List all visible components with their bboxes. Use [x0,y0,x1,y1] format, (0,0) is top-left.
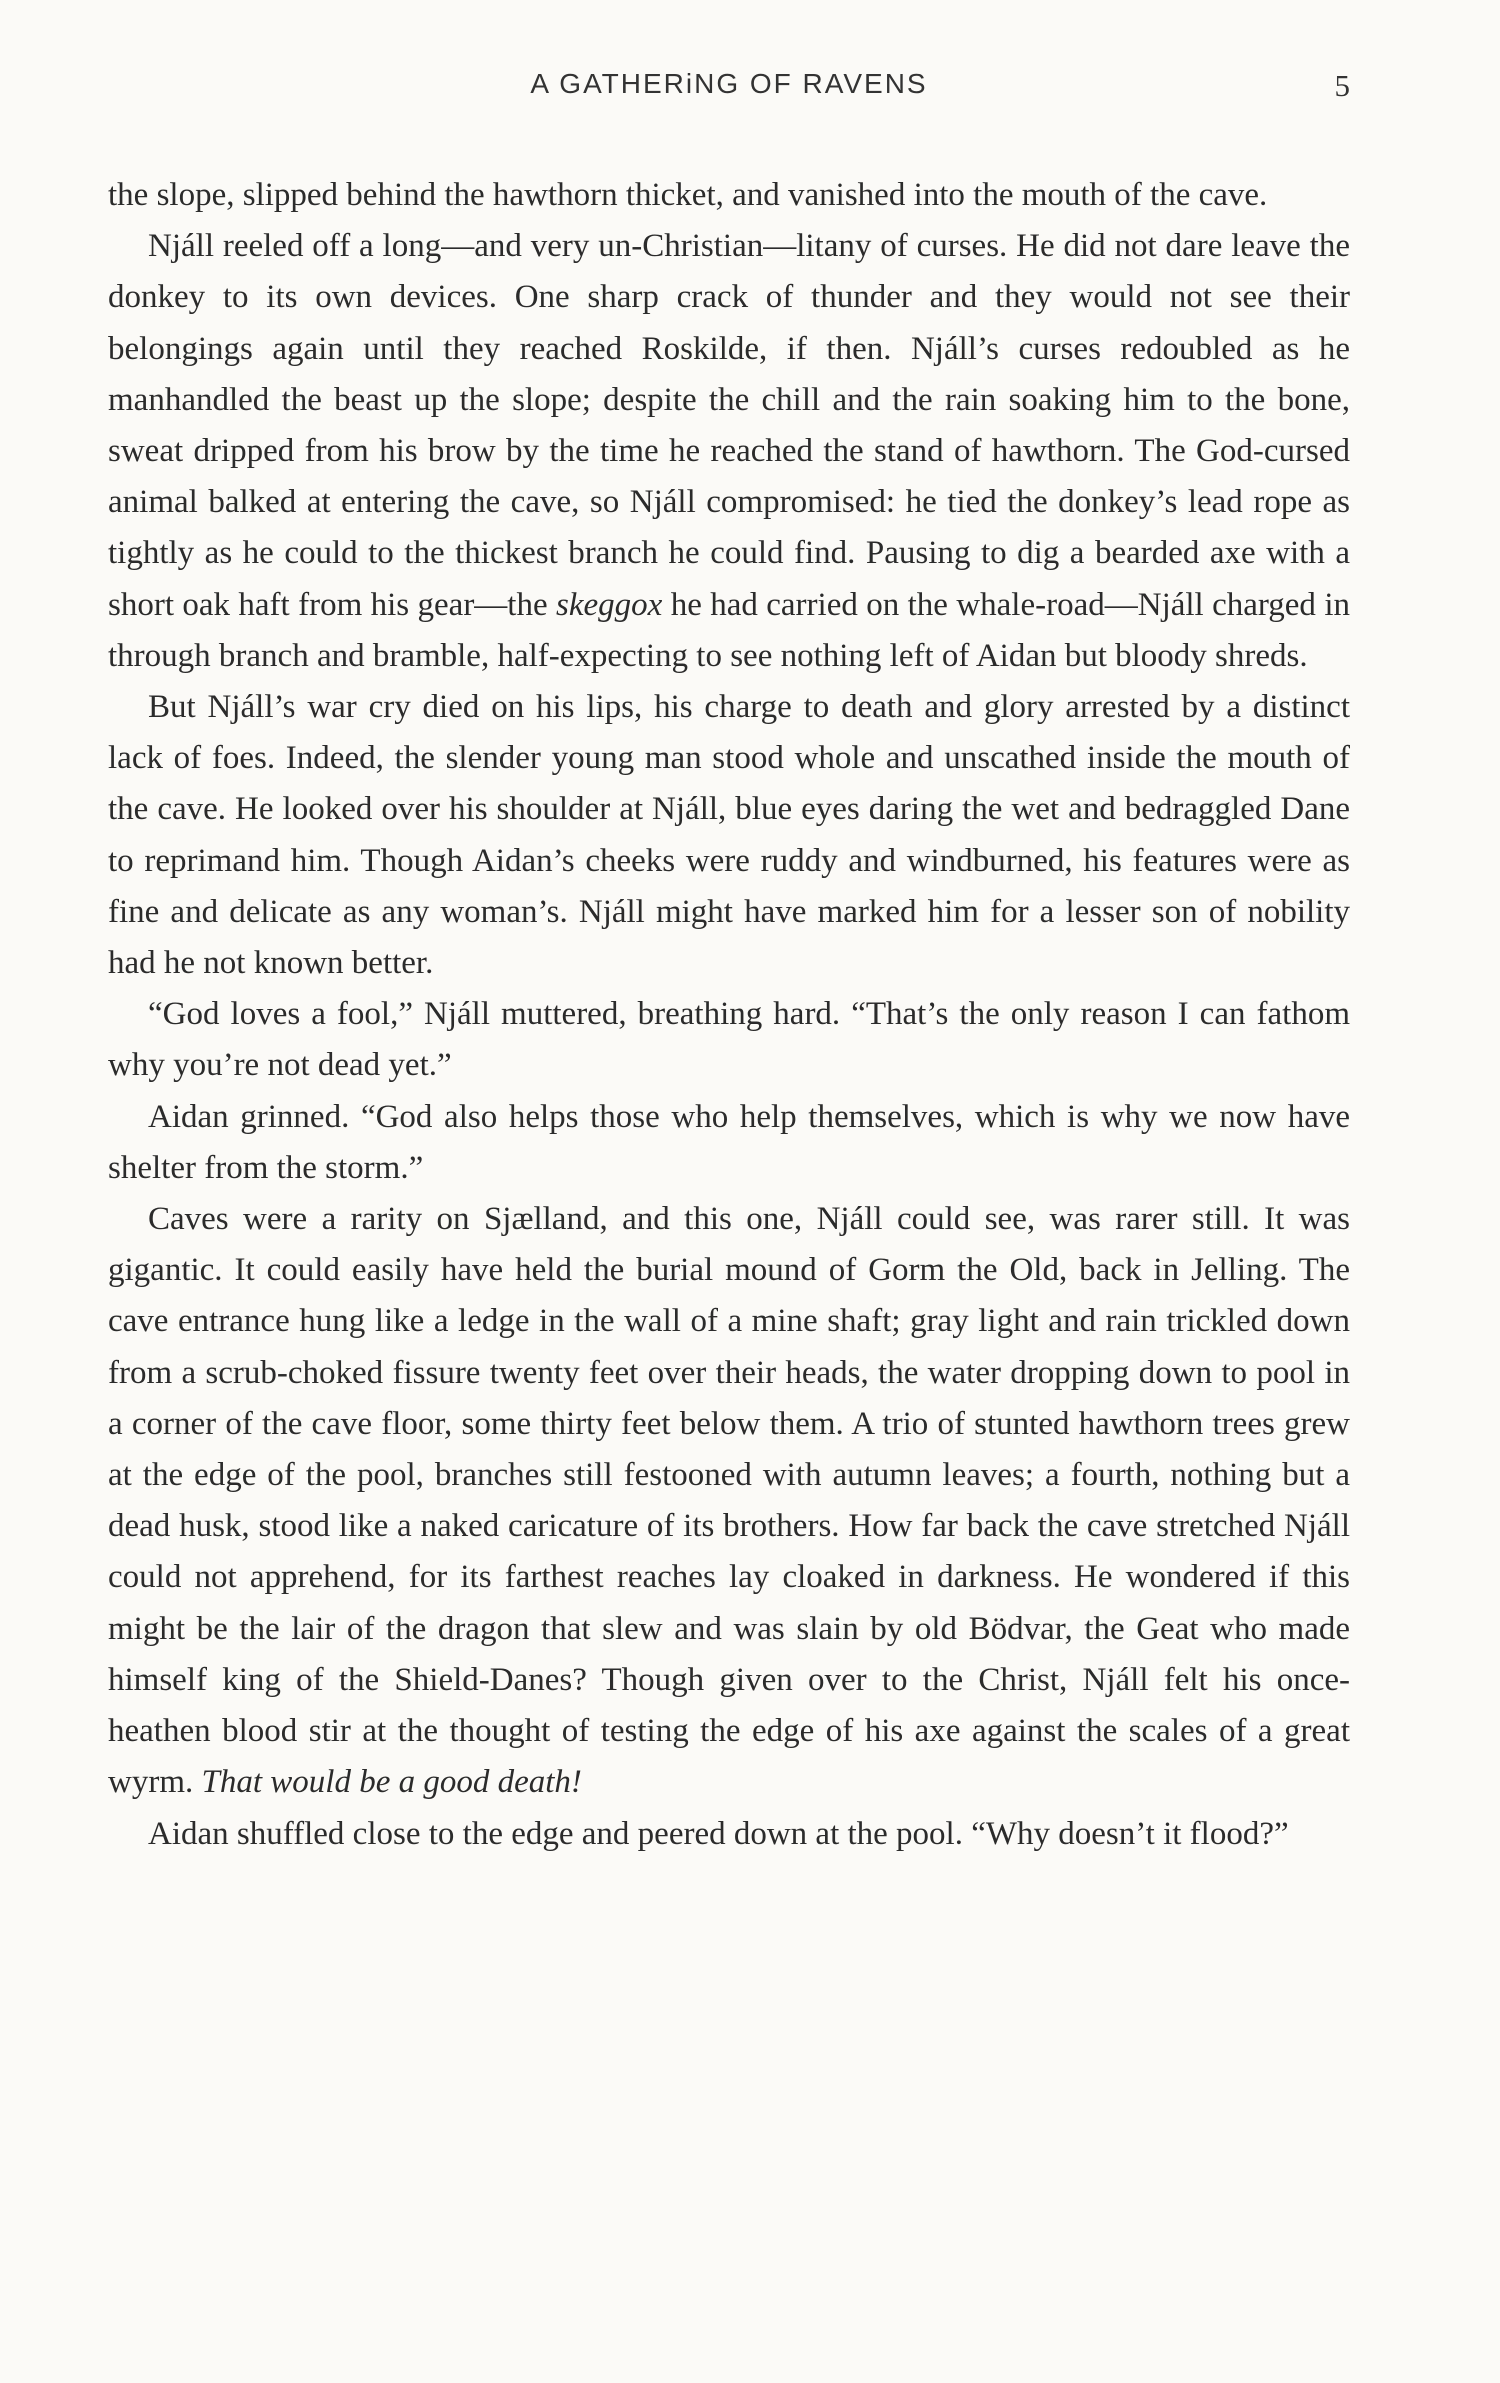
italic-phrase: That would be a good death! [201,1764,582,1801]
paragraph: Aidan shuffled close to the edge and peered down at the pool. “Why doesn’t it flood?” [148,1815,1289,1852]
paragraph: But Njáll’s war cry died on his lips, his charge to death and glory arrested by a distinct lack of foes. Indeed, the slender young man stood whole and unscathed inside the mouth of the cave. He looked over his shoulder at Njáll, blue eyes daring the wet and bedraggled Dane to reprimand him. Though Aidan’s cheeks were ruddy and windburned, his features were as fine and delicate as any woman’s. Njáll might have marked him for a lesser son of nobility had he not known better. [108,689,1350,982]
page-number: 5 [1334,68,1350,103]
paragraph: Aidan grinned. “God also helps those who help themselves, which is why we now have shelter from the storm.” [108,1098,1350,1186]
paragraph: Njáll reeled off a long—and very un-Christian—litany of curses. He did not dare leave the donkey to its own devices. One sharp crack of thunder and they would not see their belongings again until they reached Roskilde, if then. Njáll’s curses redoubled as he manhandled the beast up the slope; despite the chill and the rain soaking him to the bone, sweat dripped from his brow by the time he reached the stand of hawthorn. The God-cursed animal balked at entering the cave, so Njáll compromised: he tied the donkey’s lead rope as tightly as he could to the thickest branch he could find. Pausing to dig a bearded axe with a short oak haft from his gear—the skeggox he had carried on the whale-road—Njáll charged in through branch and bramble, half-expecting to see nothing left of Aidan but bloody shreds. [108,228,1350,674]
italic-phrase: skeggox [556,586,663,623]
running-head [108,68,1350,112]
paragraph: Caves were a rarity on Sjælland, and this one, Njáll could see, was rarer still. It was gigantic. It could easily have held the burial mound of Gorm the Old, back in Jelling. The cave entrance hung like a ledge in the wall of a mine shaft; gray light and rain trickled down from a scrub-choked fissure twenty feet over their heads, the water dropping down to pool in a corner of the cave floor, some thirty feet below them. A trio of stunted hawthorn trees grew at the edge of the pool, branches still festooned with autumn leaves; a fourth, nothing but a dead husk, stood like a naked caricature of its brothers. How far back the cave stretched Njáll could not apprehend, for its farthest reaches lay cloaked in darkness. He wondered if this might be the lair of the dragon that slew and was slain by old Bödvar, the Geat who made himself king of the Shield-Danes? Though given over to the Christ, Njáll felt his once-heathen blood stir at the thought of testing the edge of his axe against the scales of a great wyrm. That would be a good death! [108,1201,1350,1801]
body-text [108,170,1350,1860]
book-title: A GATHERiNG OF RAVENS [530,68,928,99]
paragraph: “God loves a fool,” Njáll muttered, breathing hard. “That’s the only reason I can fathom why you’re not dead yet.” [108,996,1350,1084]
paragraph: the slope, slipped behind the hawthorn thicket, and vanished into the mouth of the cave. [108,177,1268,213]
